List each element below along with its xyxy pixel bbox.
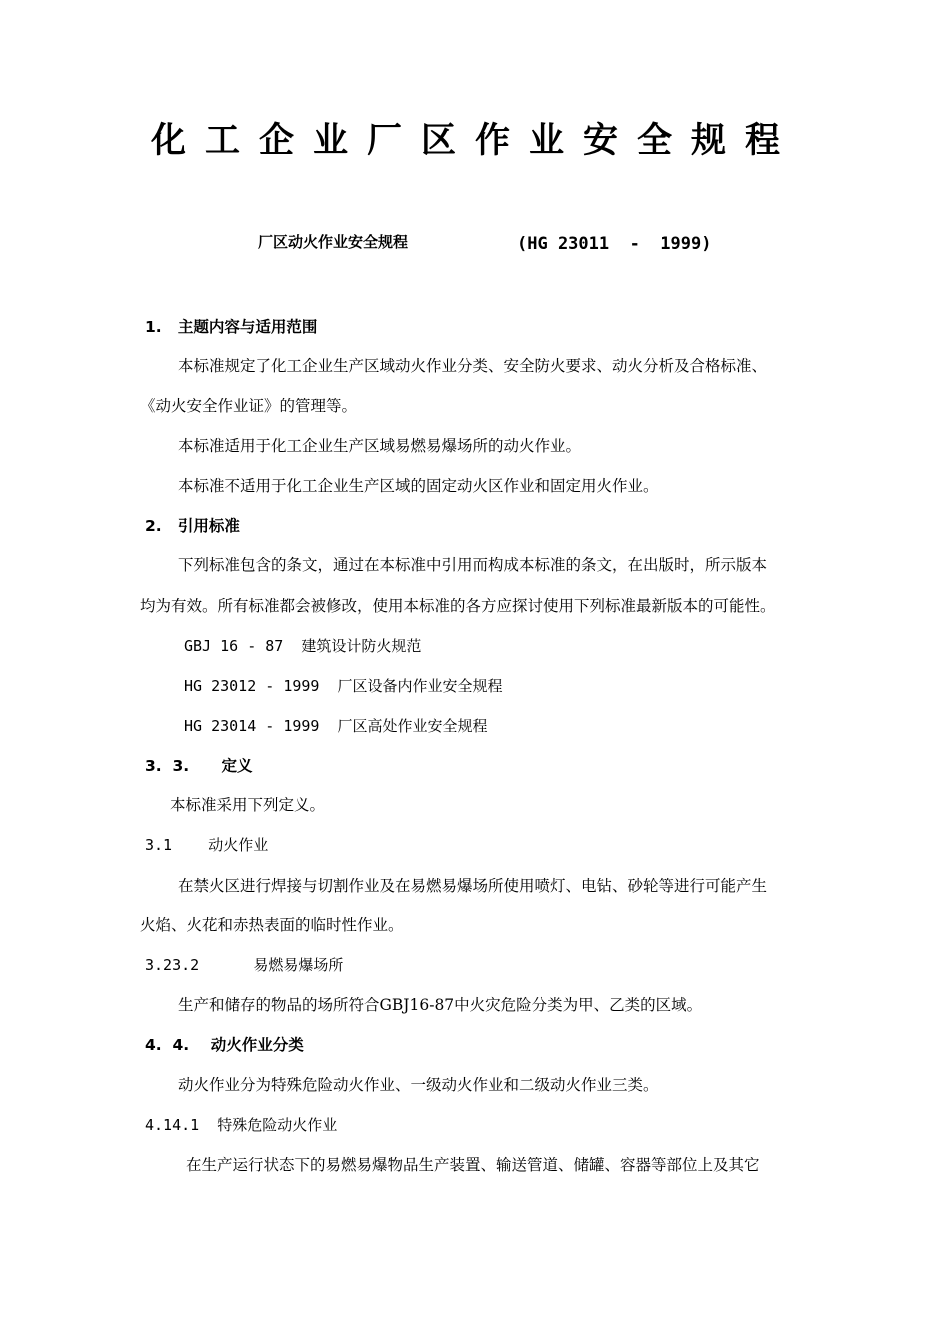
section-4-paragraph: 动火作业分为特殊危险动火作业、一级动火作业和二级动火作业三类。 [178, 1076, 659, 1094]
section-3-2-heading: 3.23.2 易燃易爆场所 [145, 956, 344, 974]
document-title: 化工企业厂区作业安全规程 [150, 121, 799, 161]
section-3-heading: 3. 3. 定义 [145, 757, 253, 775]
section-1-paragraph-1-line-1: 本标准规定了化工企业生产区域动火作业分类、安全防火要求、动火分析及合格标准、 [178, 357, 768, 375]
section-3-1-line-2: 火焰、火花和赤热表面的临时性作业。 [140, 916, 404, 934]
section-1-paragraph-3: 本标准不适用于化工企业生产区域的固定动火区作业和固定用火作业。 [178, 477, 659, 495]
section-4-1-heading: 4.14.1 特殊危险动火作业 [145, 1116, 338, 1134]
section-1-heading: 1. 主题内容与适用范围 [145, 318, 318, 336]
section-4-1-line-1: 在生产运行状态下的易燃易爆物品生产装置、输送管道、储罐、容器等部位上及其它 [186, 1156, 760, 1174]
reference-item: HG 23014 - 1999 厂区高处作业安全规程 [184, 717, 488, 735]
section-3-2-line-1: 生产和储存的物品的场所符合GBJ16-87中火灾危险分类为甲、乙类的区域。 [178, 996, 703, 1014]
reference-item: HG 23012 - 1999 厂区设备内作业安全规程 [184, 677, 503, 695]
reference-item: GBJ 16 - 87 建筑设计防火规范 [184, 637, 422, 655]
subtitle-code: (HG 23011 - 1999) [517, 234, 712, 254]
subtitle-name: 厂区动火作业安全规程 [258, 233, 409, 251]
section-3-1-heading: 3.1 动火作业 [145, 836, 269, 854]
section-3-1-line-1: 在禁火区进行焊接与切割作业及在易燃易爆场所使用喷灯、电钻、砂轮等进行可能产生 [178, 877, 768, 895]
section-2-heading: 2. 引用标准 [145, 517, 240, 535]
section-2-paragraph-line-1: 下列标准包含的条文，通过在本标准中引用而构成本标准的条文，在出版时，所示版本 [178, 556, 768, 574]
section-1-paragraph-1-line-2: 《动火安全作业证》的管理等。 [140, 397, 358, 415]
section-2-paragraph-line-2: 均为有效。所有标准都会被修改，使用本标准的各方应探讨使用下列标准最新版本的可能性。 [140, 597, 776, 615]
section-4-heading: 4. 4. 动火作业分类 [145, 1036, 304, 1054]
section-1-paragraph-2: 本标准适用于化工企业生产区域易燃易爆场所的动火作业。 [178, 437, 582, 455]
section-3-paragraph: 本标准采用下列定义。 [170, 796, 326, 814]
